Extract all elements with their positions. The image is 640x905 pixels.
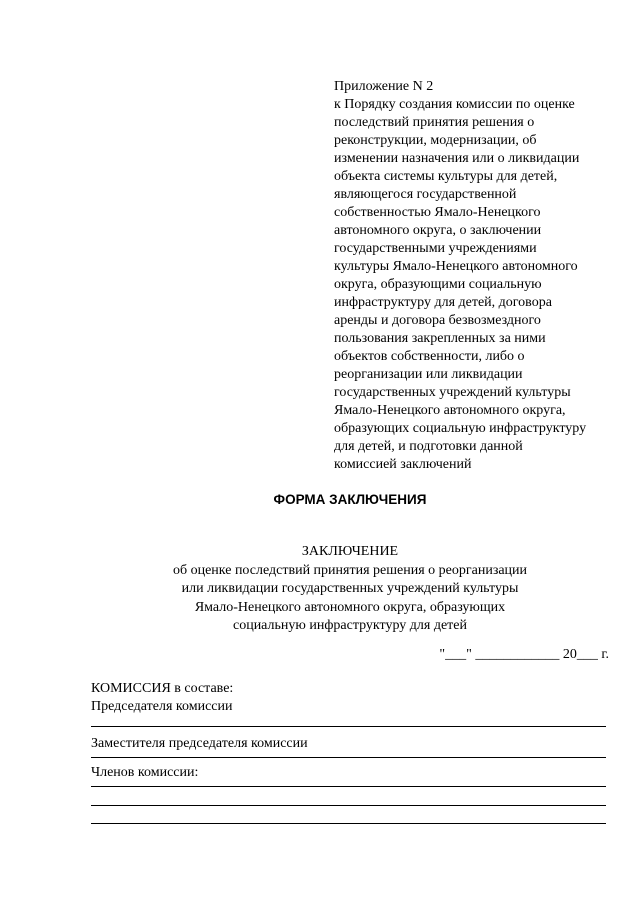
- conclusion-heading: [0, 543, 640, 636]
- appendix-line: являющегося государственной: [334, 187, 517, 202]
- appendix-line: образующих социальную инфраструктуру: [334, 421, 587, 436]
- form-title: ФОРМА ЗАКЛЮЧЕНИЯ: [273, 492, 427, 507]
- appendix-line: аренды и договора безвозмездного: [334, 313, 541, 328]
- members-label: Членов комиссии:: [91, 765, 199, 780]
- appendix-line: пользования закрепленных за ними: [334, 331, 546, 346]
- appendix-line: государственными учреждениями: [334, 241, 537, 256]
- members-fill-line: [91, 805, 606, 806]
- appendix-line: автономного округа, о заключении: [334, 223, 542, 238]
- chair-label: Председателя комиссии: [91, 699, 233, 714]
- appendix-line: государственных учреждений культуры: [334, 385, 571, 400]
- appendix-line: комиссией заключений: [334, 457, 472, 472]
- appendix-line: изменении назначения или о ликвидации: [334, 151, 580, 166]
- conclusion-subtitle-line: об оценке последствий принятия решения о реорганизации: [172, 562, 528, 578]
- conclusion-title: ЗАКЛЮЧЕНИЕ: [301, 544, 399, 559]
- appendix-line: инфраструктуру для детей, договора: [334, 295, 552, 310]
- appendix-line: к Порядку создания комиссии по оценке: [334, 97, 575, 112]
- appendix-line: округа, образующими социальную: [334, 277, 542, 292]
- deputy-fill-line: [91, 757, 606, 758]
- appendix-line: для детей, и подготовки данной: [334, 439, 523, 454]
- appendix-line: объектов собственности, либо о: [334, 349, 525, 364]
- members-fill-line: [91, 823, 606, 824]
- conclusion-subtitle-line: Ямало-Ненецкого автономного округа, образующих: [194, 599, 506, 615]
- commission-section: [91, 680, 611, 824]
- commission-composition-label: КОМИССИЯ в составе:: [91, 681, 234, 696]
- appendix-line: культуры Ямало-Ненецкого автономного: [334, 259, 578, 274]
- members-fill-line: [91, 786, 606, 787]
- conclusion-subtitle-line: социальную инфраструктуру для детей: [232, 618, 468, 633]
- appendix-line: Приложение N 2: [334, 79, 434, 94]
- appendix-header: [334, 78, 624, 474]
- chair-fill-line: [91, 726, 606, 727]
- appendix-line: собственностью Ямало-Ненецкого: [334, 205, 541, 220]
- appendix-line: реконструкции, модернизации, об: [334, 133, 537, 148]
- conclusion-subtitle-line: или ликвидации государственных учреждений культуры: [181, 581, 519, 596]
- appendix-line: последствий принятия решения о: [334, 115, 535, 130]
- appendix-line: реорганизации или ликвидации: [334, 367, 523, 382]
- appendix-line: объекта системы культуры для детей,: [334, 169, 558, 184]
- appendix-line: Ямало-Ненецкого автономного округа,: [334, 403, 566, 418]
- deputy-label: Заместителя председателя комиссии: [91, 736, 308, 751]
- date-line: "___" ____________ 20___ г.: [439, 647, 609, 662]
